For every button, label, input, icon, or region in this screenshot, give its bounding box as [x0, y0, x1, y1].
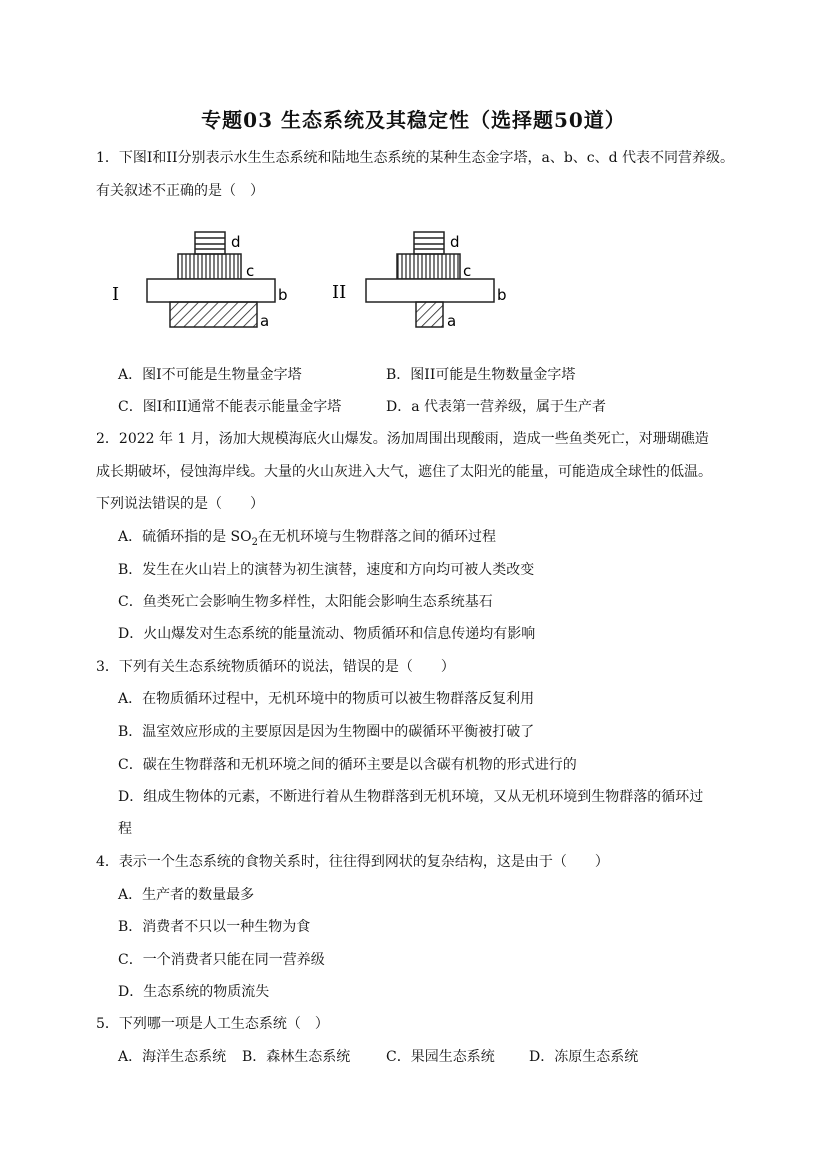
- q5-option-a[interactable]: A．海洋生态系统: [118, 1049, 227, 1065]
- q1-stem-line2: 有关叙述不正确的是（ ）: [96, 183, 264, 199]
- q2-stem-line3: 下列说法错误的是（ ）: [96, 496, 264, 512]
- ecological-pyramid-figure: [100, 222, 540, 342]
- q2-option-c[interactable]: C．鱼类死亡会影响生物多样性，太阳能会影响生态系统基石: [118, 594, 493, 610]
- q2-option-b[interactable]: B．发生在火山岩上的演替为初生演替，速度和方向均可被人类改变: [118, 562, 535, 578]
- label-c: c: [246, 262, 255, 280]
- label-a: a: [260, 312, 270, 330]
- q3-option-c[interactable]: C．碳在生物群落和无机环境之间的循环主要是以含碳有机物的形式进行的: [118, 757, 577, 773]
- pyramid-II-level-c: [397, 254, 460, 279]
- label-b: b: [278, 286, 288, 304]
- q3-option-a[interactable]: A．在物质循环过程中，无机环境中的物质可以被生物群落反复利用: [118, 691, 535, 707]
- q4-option-a[interactable]: A．生产者的数量最多: [118, 887, 255, 903]
- pyramid-I: [112, 232, 288, 330]
- label-d: d: [231, 233, 241, 251]
- pyramid-II-level-b: [366, 279, 494, 302]
- q3-option-b[interactable]: B．温室效应形成的主要原因是因为生物圈中的碳循环平衡被打破了: [118, 724, 535, 740]
- pyramid-II-level-d: [414, 232, 444, 254]
- pyramid-I-level-d: [195, 232, 225, 254]
- q3-option-d-cont: 程: [118, 821, 132, 837]
- q1-option-b[interactable]: B．图II可能是生物数量金字塔: [386, 367, 576, 383]
- page-title: 专题03 生态系统及其稳定性（选择题50道）: [201, 108, 626, 132]
- q3-stem: 3．下列有关生态系统物质循环的说法，错误的是（ ）: [96, 659, 455, 675]
- label-I: I: [112, 284, 120, 305]
- q2-stem-line2: 成长期破坏，侵蚀海岸线。大量的火山灰进入大气，遮住了太阳光的能量，可能造成全球性的低温。: [96, 464, 712, 480]
- pyramid-I-level-a: [170, 302, 257, 327]
- q5-option-b[interactable]: B．森林生态系统: [242, 1049, 351, 1065]
- pyramid-I-level-c: [178, 254, 241, 279]
- q2-option-a-text2: 在无机环境与生物群落之间的循环过程: [258, 529, 497, 545]
- label-II: II: [332, 282, 347, 303]
- q1-option-d[interactable]: D．a 代表第一营养级，属于生产者: [386, 399, 607, 415]
- pyramid-II: [332, 232, 507, 330]
- q5-option-c[interactable]: C．果园生态系统: [386, 1049, 495, 1065]
- q4-option-b[interactable]: B．消费者不只以一种生物为食: [118, 919, 311, 935]
- label-d: d: [450, 233, 460, 251]
- q1-stem-line1: 1．下图I和II分别表示水生生态系统和陆地生态系统的某种生态金字塔，a、b、c、d 代表不同营养级。: [96, 150, 735, 166]
- q5-stem: 5．下列哪一项是人工生态系统（ ）: [96, 1016, 329, 1032]
- q4-stem: 4．表示一个生态系统的食物关系时，往往得到网状的复杂结构，这是由于（ ）: [96, 854, 609, 870]
- q2-option-a-subscript: 2: [251, 536, 259, 548]
- q1-option-a[interactable]: A．图I不可能是生物量金字塔: [118, 367, 302, 383]
- pyramid-I-level-b: [147, 279, 275, 302]
- q3-option-d[interactable]: D．组成生物体的元素，不断进行着从生物群落到无机环境，又从无机环境到生物群落的循环过: [118, 789, 704, 805]
- q2-option-a-text1: A．硫循环指的是 SO: [118, 529, 252, 545]
- q2-option-a[interactable]: [118, 527, 496, 553]
- label-a: a: [447, 312, 457, 330]
- q4-option-d[interactable]: D．生态系统的物质流失: [118, 984, 270, 1000]
- q4-option-c[interactable]: C．一个消费者只能在同一营养级: [118, 952, 325, 968]
- q5-option-d[interactable]: D．冻原生态系统: [529, 1049, 639, 1065]
- q1-option-c[interactable]: C．图I和II通常不能表示能量金字塔: [118, 399, 342, 415]
- q2-option-d[interactable]: D．火山爆发对生态系统的能量流动、物质循环和信息传递均有影响: [118, 626, 536, 642]
- pyramid-II-level-a: [416, 302, 443, 327]
- q2-stem-line1: 2．2022 年 1 月，汤加大规模海底火山爆发。汤加周围出现酸雨，造成一些鱼类死亡，对珊瑚礁造: [96, 431, 709, 447]
- label-b: b: [497, 286, 507, 304]
- label-c: c: [463, 262, 472, 280]
